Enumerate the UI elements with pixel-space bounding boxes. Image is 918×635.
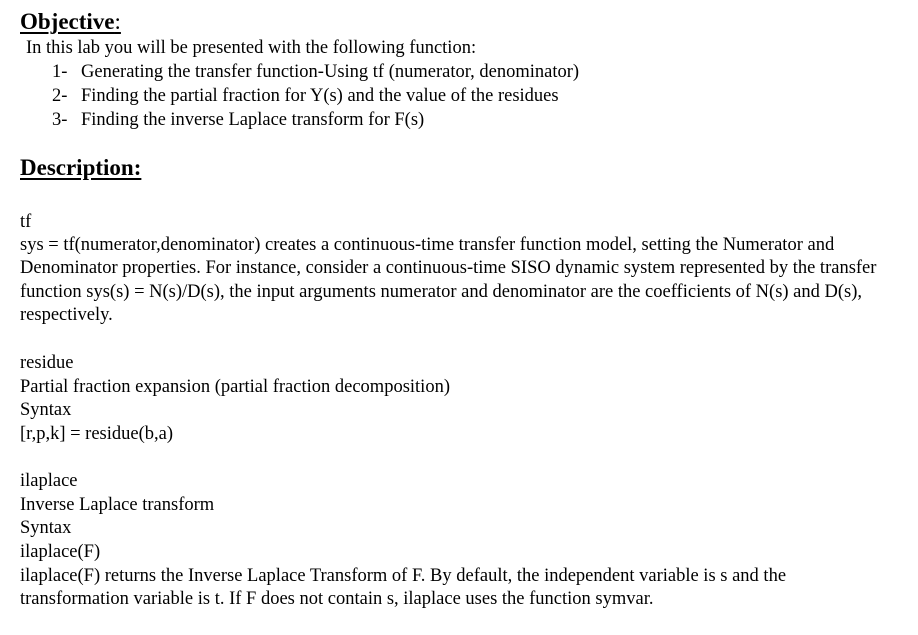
tf-description: sys = tf(numerator,denominator) creates a continuous-time transfer function model, setting the Numerator and Denominator properties. For instance, consider a continuous-time SISO dynamic system represented by the transfer function sys(s) = N(s)/D(s), the input arguments numerator and denominator are the coefficients of N(s) and D(s), respectively.	[20, 235, 877, 325]
list-item-number: 3-	[52, 110, 68, 130]
residue-syntax: [r,p,k] = residue(b,a)	[20, 423, 174, 444]
ilaplace-summary: Inverse Laplace transform	[20, 494, 215, 515]
objective-heading-text: Objective	[20, 9, 115, 34]
ilaplace-syntax-label: Syntax	[20, 518, 72, 538]
list-item-text: Generating the transfer function-Using tf (numerator, denominator)	[81, 62, 580, 82]
description-heading: Description:	[20, 155, 142, 180]
residue-name: residue	[20, 353, 74, 373]
ilaplace-section	[20, 470, 214, 564]
objective-intro: In this lab you will be presented with the following function:	[26, 38, 477, 58]
objective-heading	[20, 9, 121, 35]
ilaplace-syntax: ilaplace(F)	[20, 541, 101, 562]
objective-list-item-3	[52, 109, 424, 131]
residue-syntax-label: Syntax	[20, 400, 72, 420]
ilaplace-name: ilaplace	[20, 471, 78, 491]
list-item-text: Finding the inverse Laplace transform for F(s)	[81, 110, 425, 130]
residue-summary: Partial fraction expansion (partial fraction decomposition)	[20, 376, 450, 397]
list-item-text: Finding the partial fraction for Y(s) and the value of the residues	[81, 86, 559, 106]
tf-name: tf	[20, 212, 32, 232]
objective-list-item-2	[52, 85, 559, 107]
ilaplace-description: ilaplace(F) returns the Inverse Laplace Transform of F. By default, the independent variable is s and the transformation variable is t. If F does not contain s, ilaplace uses the function symvar.	[20, 566, 787, 610]
list-item-number: 1-	[52, 62, 68, 82]
list-item-number: 2-	[52, 86, 68, 106]
objective-heading-colon: :	[114, 9, 121, 34]
residue-section	[20, 352, 450, 446]
objective-list-item-1	[52, 61, 579, 83]
